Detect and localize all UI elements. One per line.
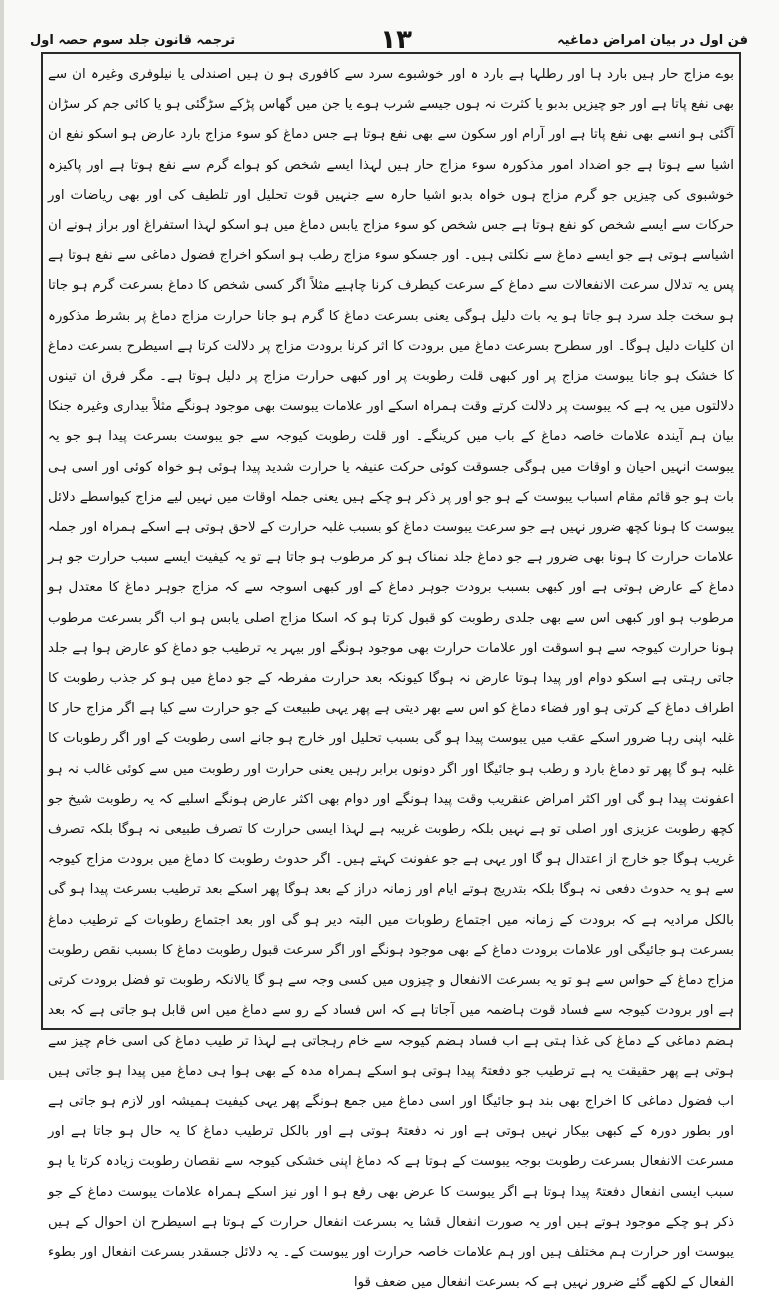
header-left-title: ترجمہ قانون جلد سوم حصہ اول — [30, 32, 236, 48]
scan-edge-shadow — [0, 0, 4, 1080]
body-paragraph: بوے مزاج حار ہیں بارد ہا اور رطلہا ہے بارد ہ اور خوشبوے سرد سے کافوری ہو ن ہیں اصندلی یا نیلوفری وغیرہ ان سے بھی نفع پاتا ہے اور جو چیزیں بدبو یا کثرت نہ ہوں جیسے شرب ہوے یا جن میں گھاس پڑکے سڑگئی ہو یا کائی جم کر سڑان آگئی ہو انسے بھی نفع پاتا ہے اور آرام اور سکون سے بھی نفع ہوتا ہے جس دماغ کو سوء مزاج بارد عارض ہو اسکو نفع ان اشیا سے ہوتا ہے جو اضداد امور مذکورہ سوء مزاج حار ہیں لہذا ایسے شخص کو ہواے گرم سے نفع ہوتا ہے اور پاکیزہ خوشبوی کی چیزیں جو گرم مزاج ہوں خواہ بدبو اشیا حارہ سے جنہیں قوت تحلیل اور تلطیف کی اور بھی ریاضات اور حرکات سے ایسے شخص کو نفع ہوتا ہے جس شخص کو سوء مزاج یابس دماغ میں ہو اسکو لہذا استفراغ اور براز ہونے ان اشیاسے ہوتی ہے جو ایسے دماغ سے نکلتی ہیں۔ اور جسکو سوء مزاج رطب ہو اسکو اخراج فضول دماغی سے نفع ہوتا ہے پس یہ تدلال سرعت الانفعالات سے دماغ کے سرعت کیطرف کرنا چاہیے مثلاً اگر کسی شخص کا دماغ بسرعت گرم ہو جاتا ہو سخت جلد سرد ہو جاتا ہو یہ بات دلیل ہوگی یعنی بسرعت دماغ کا گرم ہو جانا حرارت مزاج دماغ پر بشرط مذکورہ ان کلیات دلیل ہوگا۔ اور سطرح بسرعت دماغ میں برودت کا اثر کرنا برودت مزاج پر دلالت کرتا ہے اسیطرح بسرعت دماغ کا خشک ہو جانا یبوست مزاج پر اور کبھی قلت رطوبت پر اور کبھی حرارت مزاج پر دلیل ہوتا ہے۔ مگر فرق ان تینوں دلالتوں میں یہ ہے کہ یبوست پر دلالت کرتے وقت ہمراہ اسکے اور علامات یبوست بھی موجود ہونگے مثلاً بیداری وغیرہ جنکا بیان ہم آیندہ علامات خاصہ دماغ کے باب میں کرینگے۔ اور قلت رطوبت کیوجہ سے جو یبوست بسرعت پیدا ہو جو یہ یبوست انہیں احیان و اوقات میں ہوگی جسوقت کوئی حرکت عنیفہ یا حرارت شدید پیدا ہوئی ہو خواہ کوئی اور اسی ہی بات ہو جو قائم مقام اسباب یبوست کے ہو جو اور پر ذکر ہو چکے ہیں یعنی جملہ اوقات میں نہیں لیے مزاج کیواسطے دلائل یبوست کا ہونا کچھ ضرور نہیں ہے جو سرعت یبوست دماغ کو بسبب غلبہ حرارت کے لاحق ہوتی ہے اسکے ہمراہ اور جملہ علامات حرارت کا ہونا بھی ضرور ہے جو دماغ جلد نمناک ہو کر مرطوب ہو جاتا ہے تو یہ کیفیت ایسے سبب حرارت جو ہر دماغ کے عارض ہوتی ہے اور کبھی بسبب برودت جوہر دماغ کے اور کبھی اسوجہ سے کہ مزاج جوہر دماغ کا معتدل ہو مرطوب ہو اور کبھی اس سے بھی جلدی رطوبت کو قبول کرتا ہو کہ اسکا مزاج اصلی یابس ہو اب اگر بسرعت مرطوب ہونا حرارت کیوجہ سے ہو اسوقت اور علامات حرارت بھی موجود ہونگے اور بیہر یہ ترطیب جو دماغ کو عارض ہوا ہے جلد جاتی رہتی ہے اسکو دوام اور پیدا ہوتا عارض نہ ہوگا کیونکہ بعد حرارت مفرطہ کے جو دماغ میں ہو کر جذب رطوبت کا اطراف دماغ کے کرتی ہو اور فضاء دماغ کو اس سے بھر دیتی ہے پھر یہی طبیعت کے جو حرارت سے کیا ہے اگر مزاج حار کا غلبہ اپنی رہا ضرور اسکے عقب میں یبوست پیدا ہو گی بسبب تحلیل اور خارج ہو جانے اسی رطوبت کے اور اگر رطوبات کا غلبہ ہو گا پھر تو دماغ بارد و رطب ہو جائیگا اور اگر دونوں برابر رہیں یعنی حرارت اور رطوبت میں سے کوئی غالب نہ ہو اعفونت پیدا ہو گی اور اکثر امراض عنقریب وقت پیدا ہونگے اور دوام بھی اکثر عارض ہونگے اسلیے کہ یہ رطوبت شیخ جو کچھ رطوبت عزیزی اور اصلی تو ہے نہیں بلکہ رطوبت غریبہ ہے لہذا ایسی حرارت کا تصرف طبیعی نہ ہوگا بلکہ تصرف غریب ہوگا جو خارج از اعتدال ہو گا اور یہی ہے جو عفونت کہتے ہیں۔ اگر حدوث رطوبت کا دماغ میں برودت مزاج کیوجہ سے ہو یہ حدوث دفعی نہ ہوگا بلکہ بتدریج ہوتے ایام اور زمانہ دراز کے بعد ہوگا پھر اسکے بعد ترطیب بسرعت پیدا ہو گی بالکل مرادیہ ہے کہ برودت کے زمانہ میں اجتماع رطوبات میں البتہ دیر ہو گی اور بعد اجتماع رطوبات کے ترطیب دماغ بسرعت ہو جائیگی اور علامات برودت دماغ کے بھی موجود ہونگے اور اگر سرعت قبول رطوبت دماغ کا بسبب نقص رطوبت مزاج دماغ کے حواس سے ہو تو یہ بسرعت الانفعال و چیزوں میں کسی وجہ سے ہو گا یالانکہ رطوبت تو فضل برودت کرتی ہے اور برودت کیوجہ سے فساد قوت ہاضمہ میں آجاتا ہے کہ اس فساد کے رو سے دماغ میں اس قابل ہو جاتی ہے کہ بعد ہضم دماغی کے دماغ کی غذا ہتی ہے اب فساد ہضم کیوجہ سے خام رہجاتی ہے لہذا تر طیب دماغ کی اسی خام چیز سے ہوتی ہے پھر حقیقت یہ ہے ترطیب جو دفعتہً پیدا ہوتی ہو اسکے ہمراہ مدہ کے بھی ہوا ہی دماغ میں پیدا ہو جاتی ہیں اب فضول دماغی کا اخراج بھی بند ہو جائیگا اور اسی دماغ میں جمع ہونگے پھر یہی کیفیت ہمیشہ اور لازم ہو جاتی ہے اور بطور دورہ کے کبھی بیکار نہیں ہوتی ہے اور نہ دفعتہً ہوتی ہے اور بالکل ترطیب دماغ کا یہ حال ہو جاتا ہے اور مسرعت الانفعال بسرعت رطوبت بوجہ یبوست کے ہوتا ہے کہ دماغ اپنی خشکی کیوجہ سے نقصان رطوبت زیادہ کرتا یا ہو سبب ایسی انفعال دفعتہً پیدا ہوتا ہے اگر یبوست کا عرض بھی رفع ہو ا اور نیز اسکے ہمراہ علامات یبوست دماغ کے جو ذکر ہو چکے موجود ہوتے ہیں اور یہ صورت انفعال قشا یہ بسرعت انفعال حرارت کے ہوتا ہے اسیطرح ان احوال کے ہیں یبوست اور حرارت ہم مختلف ہیں اور ہم علامات خاصہ حرارت اور یبوست کے۔ یہ دلائل جسقدر بسرعت انفعال اور بطوء الفعال کے لکھے گئے ضرور نہیں ہے کہ بسرعت انفعال میں ضعف قوا — [48, 67, 734, 1291]
header-right-title: فن اول در بیان امراض دماغیہ — [557, 32, 748, 48]
page-number: ۱۳ — [380, 25, 412, 55]
body-text-block — [48, 60, 734, 1291]
